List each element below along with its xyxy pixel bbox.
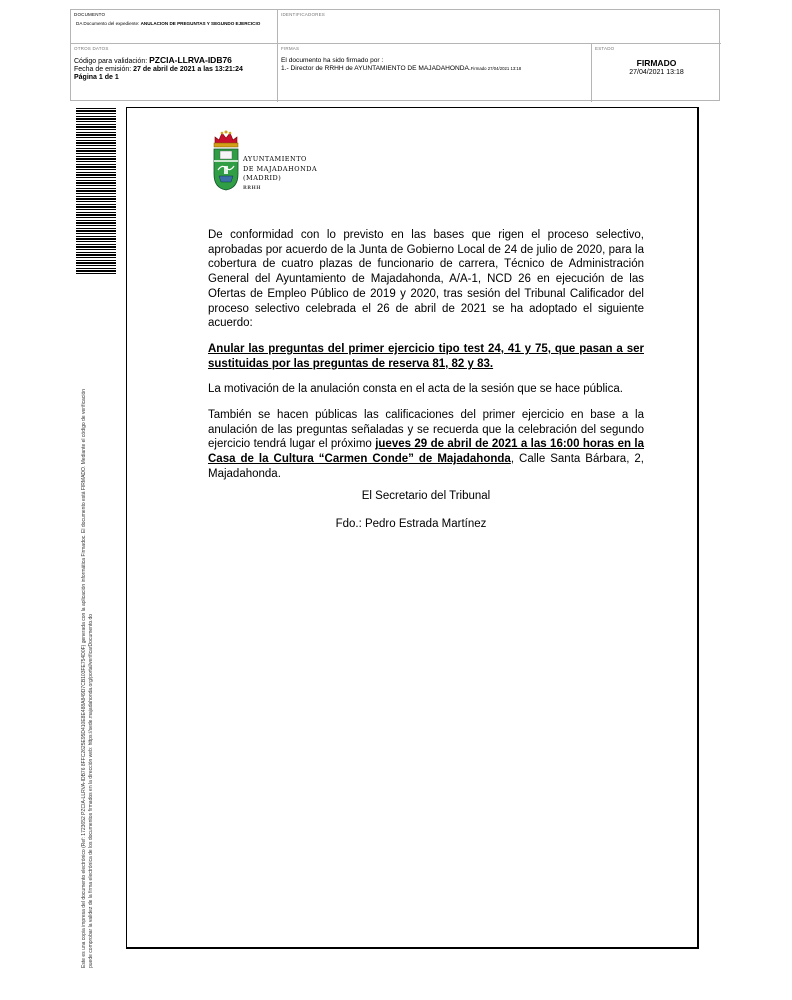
letterhead: [243, 155, 317, 193]
codigo-validacion: Código para validación: PZCIA-LLRVA-IDB76: [74, 55, 232, 65]
fecha-emision: Fecha de emisión: 27 de abril de 2021 a las 13:21:24: [74, 66, 243, 73]
signature-name: Fdo.: Pedro Estrada Martínez: [335, 518, 487, 530]
fecha-value: 27 de abril de 2021 a las 13:21:24: [133, 66, 243, 73]
documento-cell: [71, 10, 278, 44]
firmas-cell: [278, 44, 592, 102]
exam-date-highlight: jueves 29 de abril de 2021 a las 16:00 horas en la Casa de la Cultura “Carmen Conde” de Majadahonda: [208, 438, 644, 466]
verification-side-text: Este es una copia impresa del documento electrónico (Ref: 1723652 PZCIA-LLRVA-IDB76 8FFC2625E95D410E8E488A849D7CB103FE754D0F) generada con la aplicación informática Firmadoc. El documento está FIRMADO. Mediante el código de verificación puede comprobar la validez de la firma electrónica de los documentos firmados en la dirección web: https://sede.majadahonda.org/portal/verificarDocumento.do: [81, 388, 94, 968]
firmas-signer: 1.- Director de RRHH de AYUNTAMIENTO DE MAJADAHONDA.Firmado 27/04/2021 13:18: [281, 65, 522, 72]
firmas-signer-date: Firmado 27/04/2021 13:18: [470, 66, 522, 71]
barcode: [76, 108, 116, 276]
firmas-intro: El documento ha sido firmado por :: [281, 57, 384, 64]
firmas-label: FIRMAS: [281, 46, 300, 51]
letterhead-code: RRHH: [243, 185, 261, 191]
document-header: [70, 9, 720, 101]
paragraph-intro: De conformidad con lo previsto en las bases que rigen el proceso selectivo, aprobadas por acuerdo de la Junta de Gobierno Local de 24 de julio de 2020, para la cobertura de cuatro plazas de funcionario de carrera, Técnico de Administración General del Ayuntamiento de Majadahonda, A/A-1, NCD 26 en ejecución de las Ofertas de Empleo Público de 2019 y 2020, tras sesión del Tribunal Calificador del proceso selectivo celebrada el 26 de abril de 2021 se ha adoptado el siguiente acuerdo:: [208, 229, 644, 330]
documento-label: DOCUMENTO: [74, 12, 106, 17]
letterhead-line2: DE MAJADAHONDA: [243, 164, 318, 173]
estado-date: 27/04/2021 13:18: [629, 69, 684, 76]
coat-of-arms-icon: [210, 130, 242, 192]
paragraph-motivation: La motivación de la anulación consta en el acta de la sesión que se hace pública.: [208, 383, 623, 396]
identificadores-cell: [278, 10, 721, 44]
codigo-value: PZCIA-LLRVA-IDB76: [149, 55, 232, 65]
letterhead-line3: (MADRID): [243, 174, 282, 182]
estado-cell: [592, 44, 721, 102]
otros-datos-label: OTROS DATOS: [74, 46, 109, 51]
document-body: [208, 228, 644, 482]
paragraph-second-exercise: También se hacen públicas las calificaciones del primer ejercicio en base a la anulación de las preguntas señaladas y se recuerda que la celebración del segundo ejercicio tendrá lugar el próximo jueves 29 de abril de 2021 a las 16:00 horas en la Casa de la Cultura “Carmen Conde” de Majadahonda, Calle Santa Bárbara, 2, Majadahonda.: [208, 409, 644, 480]
otros-datos-cell: [71, 44, 278, 102]
estado-value: FIRMADO: [636, 58, 677, 68]
identificadores-label: IDENTIFICADORES: [281, 12, 326, 17]
estado-label: ESTADO: [595, 46, 615, 51]
paragraph-resolution: Anular las preguntas del primer ejercicio tipo test 24, 41 y 75, que pasan a ser sustituidas por las preguntas de reserva 81, 82 y 83.: [208, 342, 644, 370]
pagina-count: Página 1 de 1: [74, 74, 119, 81]
letterhead-line1: AYUNTAMIENTO: [243, 155, 307, 163]
documento-text: DA Documento del expediente: ANULACION DE PREGUNTAS Y SEGUNDO EJERCICIO: [76, 21, 261, 26]
documento-title: ANULACION DE PREGUNTAS Y SEGUNDO EJERCICIO: [140, 21, 261, 26]
signature-role: El Secretario del Tribunal: [361, 490, 491, 502]
